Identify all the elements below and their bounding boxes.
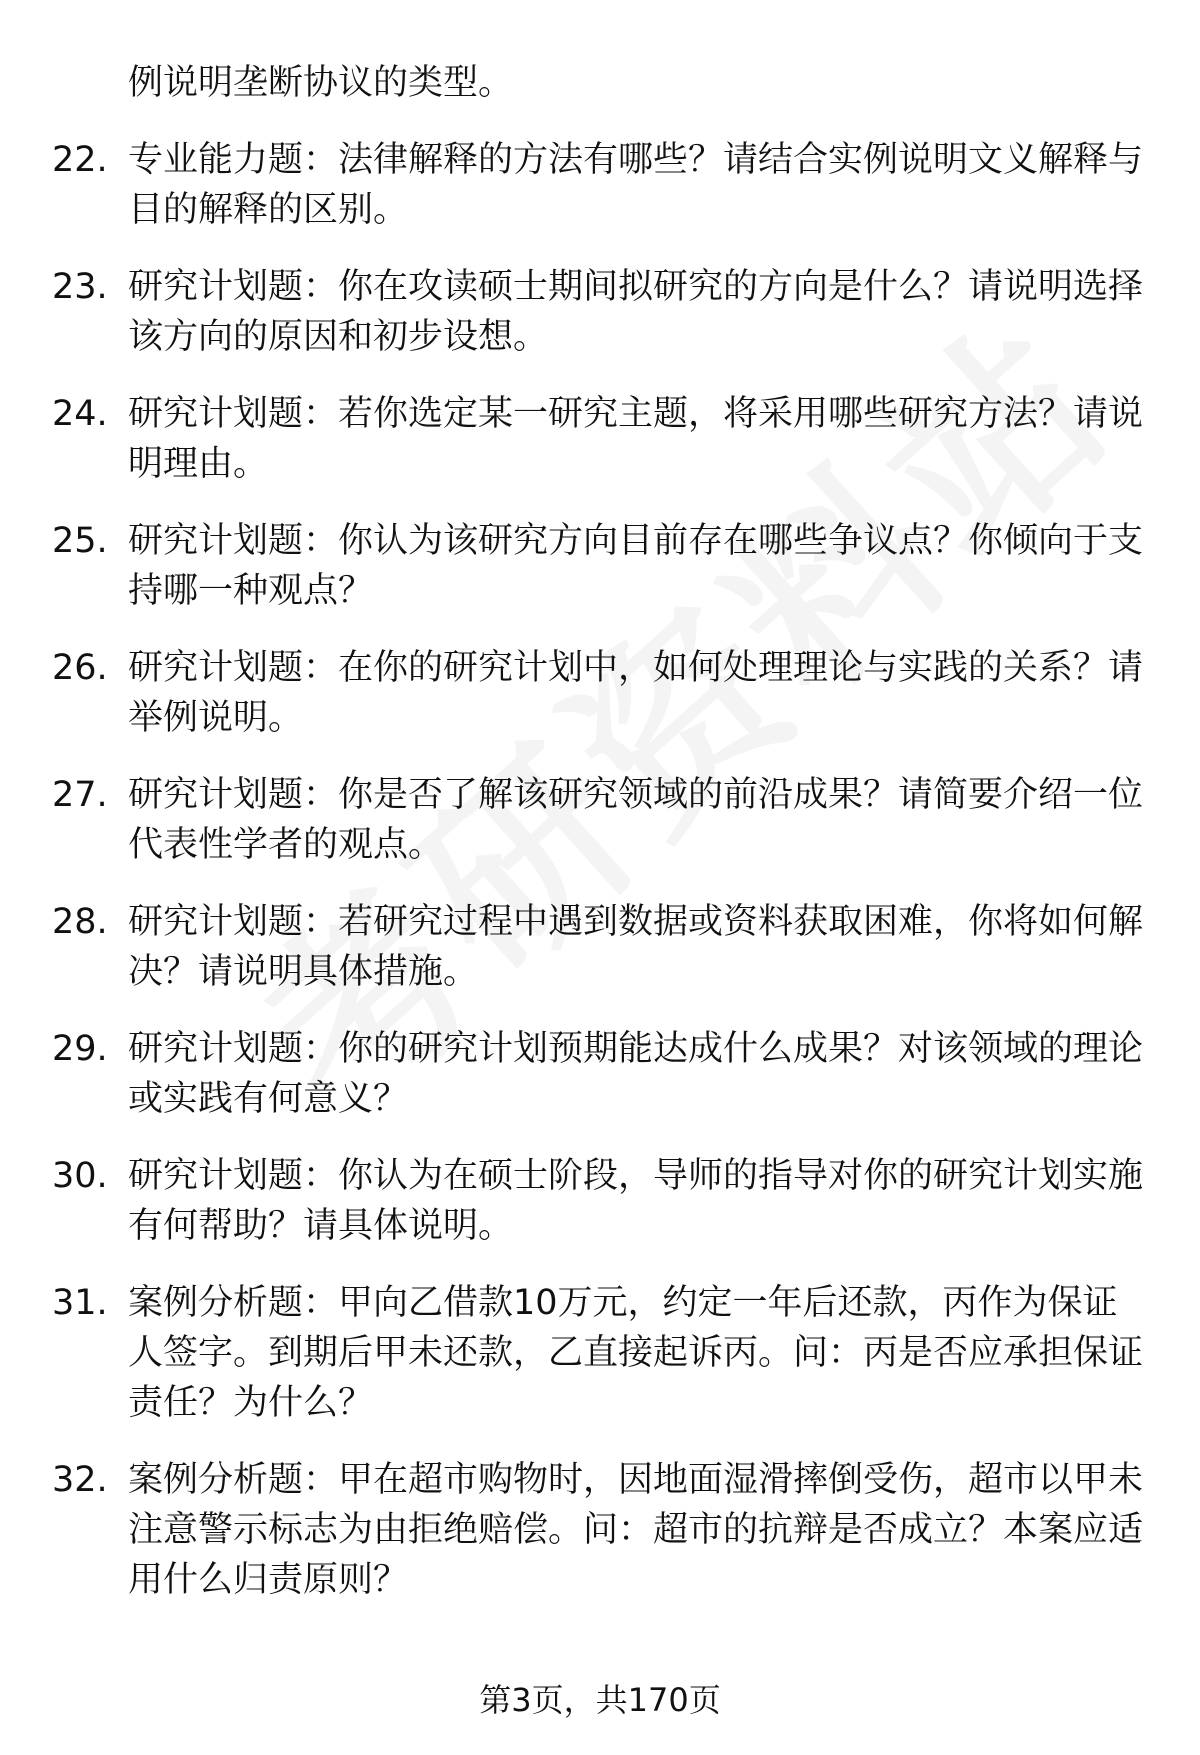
question-number: 24. [52,394,108,434]
question-number: 26. [52,648,108,688]
question-number: 23. [52,267,108,307]
question-number: 30. [52,1156,108,1196]
question-text: 案例分析题：甲在超市购物时，因地面湿滑摔倒受伤，超市以甲未注意警示标志为由拒绝赔偿。问：超市的抗辩是否成立？本案应适用什么归责原则？ [128,1460,1144,1600]
question-item [0,516,1200,616]
question-number: 32. [52,1460,108,1500]
question-item [0,897,1200,997]
question-text: 研究计划题：你的研究计划预期能达成什么成果？对该领域的理论或实践有何意义？ [128,1029,1144,1119]
question-number: 27. [52,775,108,815]
question-item [0,1455,1200,1605]
question-text: 研究计划题：你认为该研究方向目前存在哪些争议点？你倾向于支持哪一种观点？ [128,521,1144,611]
question-item [0,1151,1200,1251]
question-text: 研究计划题：你是否了解该研究领域的前沿成果？请简要介绍一位代表性学者的观点。 [128,775,1144,865]
question-text: 研究计划题：你认为在硕士阶段，导师的指导对你的研究计划实施有何帮助？请具体说明。 [128,1156,1144,1246]
question-text: 专业能力题：法律解释的方法有哪些？请结合实例说明文义解释与目的解释的区别。 [128,140,1144,230]
question-item [0,643,1200,743]
question-text: 研究计划题：你在攻读硕士期间拟研究的方向是什么？请说明选择该方向的原因和初步设想。 [128,267,1144,357]
question-item [0,1278,1200,1428]
question-item [0,135,1200,235]
question-item [0,770,1200,870]
question-text: 研究计划题：若研究过程中遇到数据或资料获取困难，你将如何解决？请说明具体措施。 [128,902,1144,992]
question-text: 研究计划题：若你选定某一研究主题，将采用哪些研究方法？请说明理由。 [128,394,1144,484]
question-text: 案例分析题：甲向乙借款10万元，约定一年后还款，丙作为保证人签字。到期后甲未还款，乙直接起诉丙。问：丙是否应承担保证责任？为什么？ [128,1283,1144,1423]
question-number: 31. [52,1283,108,1323]
question-list [0,58,1200,1632]
page-footer: 第3页，共170页 [479,1681,721,1719]
question-text: 研究计划题：在你的研究计划中，如何处理理论与实践的关系？请举例说明。 [128,648,1144,738]
continuation-text: 例说明垄断协议的类型。 [128,63,514,103]
question-item [0,389,1200,489]
question-item [0,262,1200,362]
question-number: 22. [52,140,108,180]
question-item [0,1024,1200,1124]
question-number: 25. [52,521,108,561]
question-number: 29. [52,1029,108,1069]
question-number: 28. [52,902,108,942]
